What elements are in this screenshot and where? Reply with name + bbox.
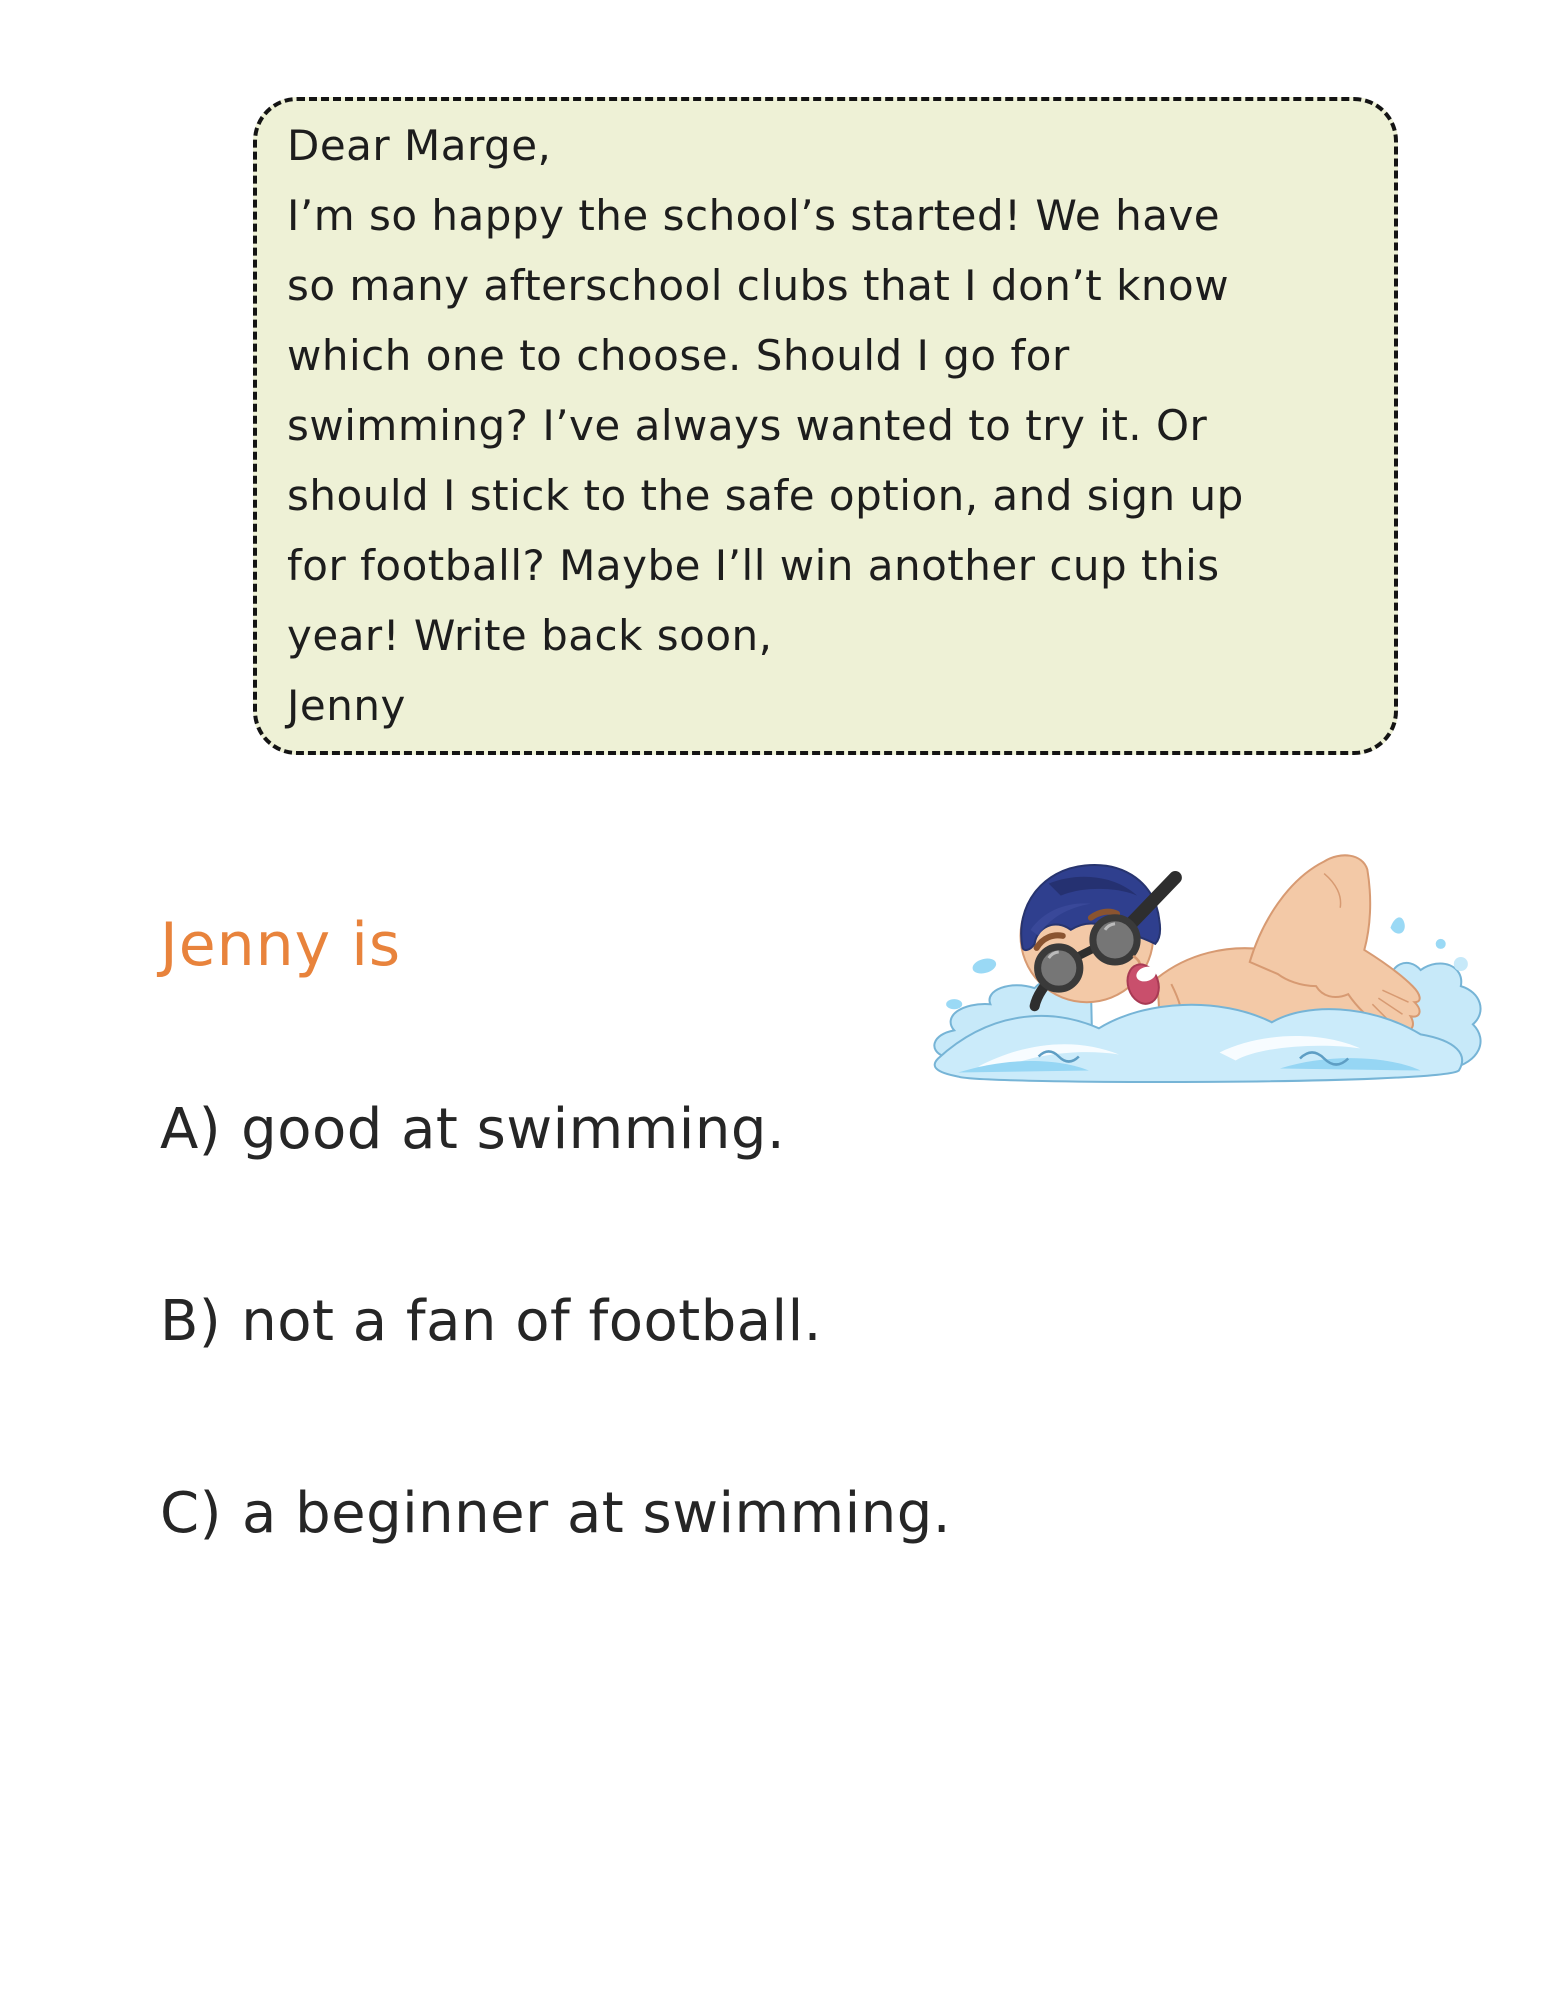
letter-line: for football? Maybe I’ll win another cup this — [287, 541, 1220, 590]
letter-line: Dear Marge, — [287, 121, 552, 170]
question-prompt: Jenny is — [160, 910, 402, 980]
letter-line: year! Write back soon, — [287, 611, 773, 660]
swimmer-illustration — [918, 843, 1496, 1087]
letter-line: I’m so happy the school’s started! We have — [287, 191, 1221, 240]
option-b[interactable] — [160, 1284, 822, 1360]
option-c-text: a beginner at swimming. — [241, 1481, 952, 1546]
letter-line: which one to choose. Should I go for — [287, 331, 1070, 380]
letter-line: so many afterschool clubs that I don’t know — [287, 261, 1230, 310]
letter-line: Jenny — [287, 681, 406, 730]
option-c[interactable] — [160, 1476, 951, 1552]
option-a-text: good at swimming. — [241, 1097, 786, 1162]
letter-box — [253, 97, 1398, 755]
option-a-label: A) — [160, 1097, 222, 1162]
swimmer-head — [1021, 865, 1176, 1008]
option-b-label: B) — [160, 1289, 222, 1354]
letter-line: swimming? I’ve always wanted to try it. Or — [287, 401, 1208, 450]
option-a[interactable] — [160, 1092, 785, 1168]
letter-line: should I stick to the safe option, and sign up — [287, 471, 1244, 520]
option-c-label: C) — [160, 1481, 222, 1546]
option-b-text: not a fan of football. — [241, 1289, 822, 1354]
